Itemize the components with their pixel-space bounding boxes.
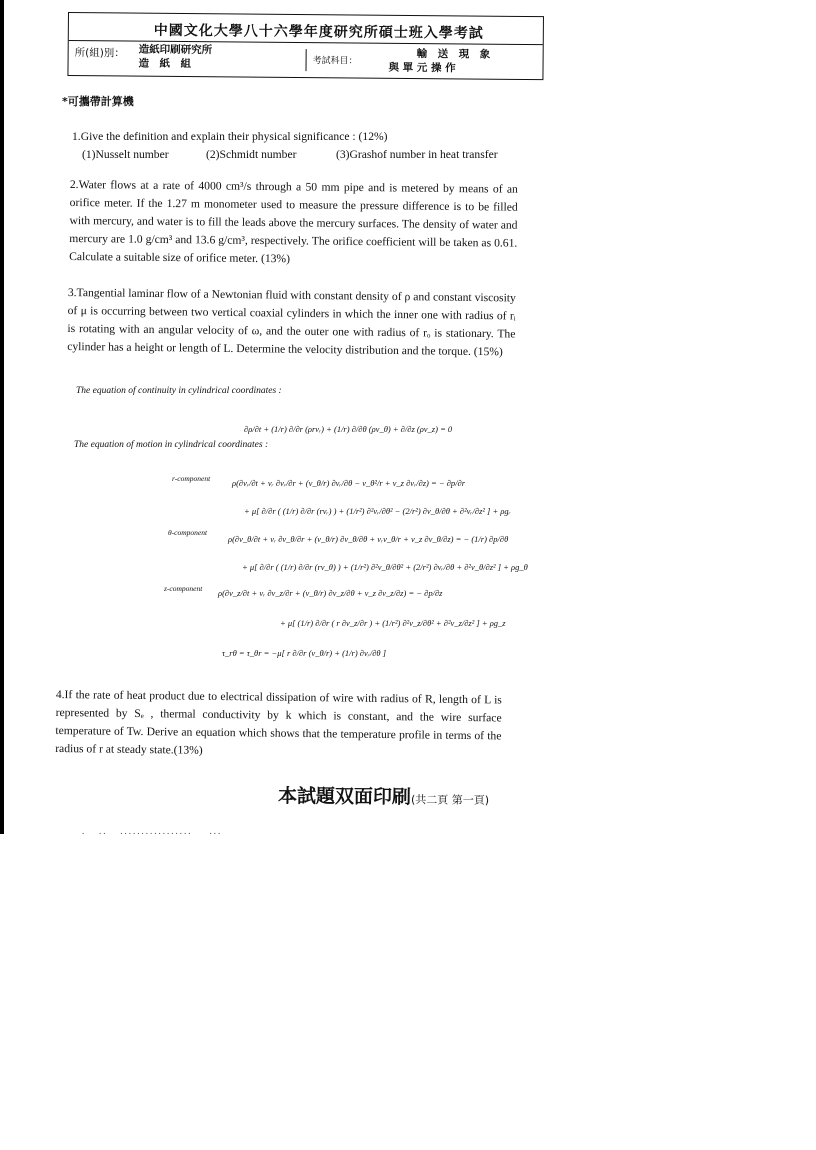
shear-stress-equation: τ_rθ = τ_θr = −μ[ r ∂/∂r (v_θ/r) + (1/r) ∂vᵣ/∂θ ] — [222, 648, 387, 658]
z-equation-line-2: + μ[ (1/r) ∂/∂r ( r ∂v_z/∂r ) + (1/r²) ∂²v_z/∂θ² + ∂²v_z/∂z² ] + ρg_z — [280, 618, 506, 628]
continuity-title: The equation of continuity in cylindrical coordinates : — [76, 386, 282, 396]
q1-option-3: (3)Grashof number in heat transfer — [336, 148, 498, 161]
question-1-text: 1.Give the definition and explain their physical significance : (12%) — [72, 130, 388, 143]
footer-main: 本試題双面印刷 — [277, 785, 412, 809]
dept-label: 所(組)別： — [74, 47, 125, 60]
question-1-options — [82, 146, 522, 164]
r-equation-line-1: ρ(∂vᵣ/∂t + vᵣ ∂vᵣ/∂r + (v_θ/r) ∂vᵣ/∂θ − v_θ²/r + v_z ∂vᵣ/∂z) = − ∂p/∂r — [232, 478, 466, 488]
q1-option-1: (1)Nusselt number — [82, 148, 169, 161]
z-equation-line-1: ρ(∂v_z/∂t + vᵣ ∂v_z/∂r + (v_θ/r) ∂v_z/∂θ + v_z ∂v_z/∂z) = − ∂p/∂z — [218, 588, 443, 598]
question-4: 4.If the rate of heat product due to electrical dissipation of wire with radius of R, length of L is represented by Sₑ , thermal conductivity by k which is constant, and the wire surface temperature of Tw. Derive an equation which shows that the temperature profile in terms of the radius of r at steady state.(13%) — [55, 687, 502, 757]
theta-equation-line-2: + μ[ ∂/∂r ( (1/r) ∂/∂r (rv_θ) ) + (1/r²) ∂²v_θ/∂θ² + (2/r²) ∂vᵣ/∂θ + ∂²v_θ/∂z² ] + ρg_θ — [242, 562, 528, 572]
z-component-label: z-component — [164, 584, 203, 593]
theta-equation-line-1: ρ(∂v_θ/∂t + vᵣ ∂v_θ/∂r + (v_θ/r) ∂v_θ/∂θ + vᵣv_θ/r + v_z ∂v_θ/∂z) = − (1/r) ∂p/∂θ — [228, 534, 509, 544]
r-component-label: r-component — [172, 474, 211, 483]
subject-label: 考試科目： — [312, 56, 358, 67]
dept-value-1: 造紙印刷研究所 — [138, 43, 213, 57]
exam-title: 中國文化大學八十六學年度研究所碩士班入學考試 — [153, 22, 484, 42]
footer-page-count: (共二頁 第一頁) — [410, 793, 490, 807]
dept-value-2: 造 紙 組 — [138, 57, 192, 71]
footer-print-note — [278, 781, 489, 810]
subject-value-1: 輸 送 現 象 — [416, 48, 491, 61]
scan-edge-bar — [0, 0, 4, 834]
r-equation-line-2: + μ[ ∂/∂r ( (1/r) ∂/∂r (rvᵣ) ) + (1/r²) ∂²vᵣ/∂θ² − (2/r²) ∂v_θ/∂θ + ∂²vᵣ/∂z² ] + ρgᵣ — [244, 506, 511, 516]
question-3: 3.Tangential laminar flow of a Newtonian fluid with constant density of ρ and constant viscosity of μ is occurring between two vertical coaxial cylinders in which the inner one with radius of rᵢ is rotating with an angular velocity of ω, and the outer one with radius of rₒ is stationary. The cylinder has a height or length of L. Determine the velocity distribution and the torque. (15%) — [67, 285, 516, 359]
theta-component-label: θ-component — [168, 528, 208, 537]
scan-artifact-dots: . .. ................. ... — [82, 826, 223, 836]
question-2: 2.Water flows at a rate of 4000 cm³/s through a 50 mm pipe and is metered by means of an orifice meter. If the 1.27 m monometer used to measure the pressure difference is to be filled with mercury, and water is to fill the leads above the mercury surfaces. The density of water and mercury are 1.0 g/cm³ and 13.6 g/cm³, respectively. The orifice coefficient will be taken as 0.61. Calculate a suitable size of orifice meter. (13%) — [69, 177, 518, 266]
motion-title: The equation of motion in cylindrical coordinates : — [74, 440, 269, 450]
q1-option-2: (2)Schmidt number — [206, 148, 297, 161]
calculator-note: *可攜帶計算機 — [62, 95, 134, 108]
exam-header — [67, 12, 544, 80]
subject-value-2: 與 單 元 操 作 — [388, 61, 456, 75]
continuity-equation: ∂ρ/∂t + (1/r) ∂/∂r (ρrvᵣ) + (1/r) ∂/∂θ (ρv_θ) + ∂/∂z (ρv_z) = 0 — [244, 424, 453, 434]
header-vertical-divider — [305, 49, 306, 71]
question-1 — [72, 128, 522, 164]
